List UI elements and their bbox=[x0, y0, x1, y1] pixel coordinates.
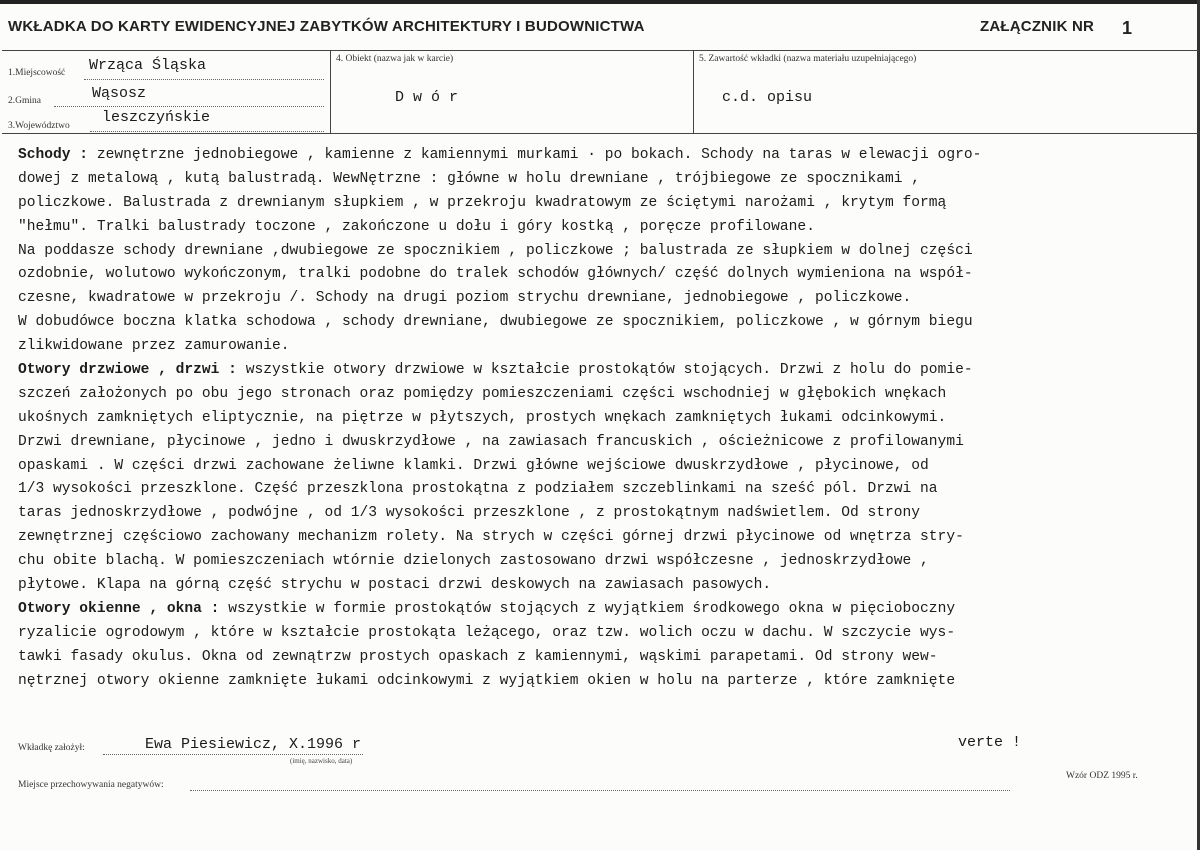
line-text: "hełmu". Tralki balustrady toczone , zakończone u dołu i góry kostką , poręcze profilowane. bbox=[18, 218, 815, 235]
line-text: zewnętrznej częściowo zachowany mechanizm rolety. Na strych w części górnej drzwi płycinowe od wnętrza stry- bbox=[18, 529, 964, 546]
line-text: nętrznej otwory okienne zamknięte łukami odcinkowymi z wyjątkiem okien w holu na parterze , które zamknięte bbox=[18, 672, 956, 689]
line-text: Na poddasze schody drewniane ,dwubiegowe ze spocznikiem , policzkowe ; balustrada ze słupkiem w dolnej części bbox=[18, 242, 973, 259]
description-line bbox=[18, 216, 1183, 240]
description-line bbox=[18, 574, 1183, 598]
attachment-label: ZAŁĄCZNIK NR bbox=[980, 18, 1095, 35]
line-text: ukośnych zamkniętych eliptycznie, na piętrze w płytszych, prostych wnękach zamkniętych łukami odcinkowymi. bbox=[18, 409, 947, 426]
commune-line bbox=[54, 106, 324, 107]
line-text: tawki fasady okulus. Okna od zewnątrzw prostych opaskach z kamiennymi, wąskimi parapetami. Od strony wew- bbox=[18, 648, 938, 665]
line-text: zewnętrzne jednobiegowe , kamienne z kamiennymi murkami · po bokach. Schody na taras w elewacji ogro- bbox=[88, 147, 982, 163]
storage-line bbox=[190, 790, 1010, 791]
description-line bbox=[18, 502, 1183, 526]
continuation-note: verte ! bbox=[958, 734, 1022, 751]
section-heading: Otwory drzwiowe , drzwi : bbox=[18, 362, 237, 379]
description-line bbox=[18, 383, 1183, 407]
description-line bbox=[18, 311, 1183, 335]
line-text: W dobudówce boczna klatka schodowa , schody drewniane, dwubiegowe ze spocznikiem, policzkowe , w górnym biegu bbox=[18, 314, 973, 331]
contents-label: 5. Zawartość wkładki (nazwa materiału uzupełniającego) bbox=[699, 54, 917, 64]
description-line bbox=[18, 335, 1183, 359]
form-template-id: Wzór ODZ 1995 r. bbox=[1066, 771, 1138, 781]
description-line bbox=[18, 192, 1183, 216]
line-text: dowej z metalową , kutą balustradą. WewNętrzne : główne w holu drewniane , trójbiegowe ze spocznikami , bbox=[18, 170, 921, 187]
description-line bbox=[18, 240, 1183, 264]
description-line bbox=[18, 670, 1183, 694]
description-line bbox=[18, 550, 1183, 574]
commune-value: Wąsosz bbox=[92, 85, 147, 102]
description-line bbox=[18, 646, 1183, 670]
location-value: Wrząca Śląska bbox=[89, 57, 207, 74]
description-line bbox=[18, 263, 1183, 287]
description-line bbox=[18, 478, 1183, 502]
province-line bbox=[90, 131, 324, 132]
province-label: 3.Województwo bbox=[8, 121, 70, 131]
line-text: płytowe. Klapa na górną część strychu w postaci drzwi deskowych na zawiasach pasowych. bbox=[18, 577, 772, 594]
line-text: taras jednoskrzydłowe , podwójne , od 1/3 wysokości przeszklone , z prostokątnym nadświetlem. Od strony bbox=[18, 505, 921, 522]
line-text: opaskami . W części drzwi zachowane żeliwne klamki. Drzwi główne wejściowe dwuskrzydłowe , płycinowe, od bbox=[18, 457, 929, 474]
description-line bbox=[18, 359, 1183, 383]
location-line bbox=[84, 79, 324, 80]
attachment-number: 1 bbox=[1122, 18, 1133, 38]
section-heading: Otwory okienne , okna : bbox=[18, 600, 220, 617]
description-line bbox=[18, 526, 1183, 550]
object-box bbox=[330, 50, 693, 134]
author-label: Wkładkę założył: bbox=[18, 743, 85, 753]
line-text: ozdobnie, wolutowo wykończonym, tralki podobne do tralek schodów głównych/ część dolnych wymieniona na współ- bbox=[18, 266, 973, 283]
line-text: czesne, kwadratowe w przekroju /. Schody na drugi poziom strychu drewniane, jednobiegowe , policzkowe. bbox=[18, 290, 912, 307]
section-heading: Schody : bbox=[18, 147, 89, 163]
object-label: 4. Obiekt (nazwa jak w karcie) bbox=[336, 54, 454, 64]
location-label: 1.Miejscowość bbox=[8, 68, 66, 78]
line-text: policzkowe. Balustrada z drewnianym słupkiem , w przekroju kwadratowym ze ściętymi narożami , krytym formą bbox=[18, 194, 947, 211]
contents-box bbox=[693, 50, 1199, 134]
line-text: zlikwidowane przez zamurowanie. bbox=[18, 338, 290, 355]
description-line bbox=[18, 455, 1183, 479]
line-text: 1/3 wysokości przeszklone. Część przeszklona prostokątna z podziałem szczeblinkami na sześć pól. Drzwi na bbox=[18, 481, 938, 498]
form-title: WKŁADKA DO KARTY EWIDENCYJNEJ ZABYTKÓW ARCHITEKTURY I BUDOWNICTWA bbox=[8, 18, 645, 35]
author-line bbox=[103, 754, 363, 755]
author-hint: (imię, nazwisko, data) bbox=[290, 757, 353, 765]
description-line bbox=[18, 431, 1183, 455]
line-text: wszystkie otwory drzwiowe w kształcie prostokątów stojących. Drzwi z holu do pomie- bbox=[236, 362, 973, 379]
object-value: D w ó r bbox=[395, 89, 459, 106]
province-value: leszczyńskie bbox=[102, 109, 211, 126]
line-text: ryzalicie ogrodowym , które w kształcie prostokąta leżącego, oraz tzw. wolich oczu w dachu. W szczycie wys- bbox=[18, 624, 956, 641]
description-line bbox=[18, 168, 1183, 192]
scan-top-edge bbox=[0, 0, 1200, 4]
description-body bbox=[18, 144, 1183, 693]
author-value: Ewa Piesiewicz, X.1996 r bbox=[145, 736, 362, 753]
storage-label: Miejsce przechowywania negatywów: bbox=[18, 780, 164, 790]
description-line bbox=[18, 598, 1183, 622]
line-text: wszystkie w formie prostokątów stojących z wyjątkiem środkowego okna w pięcioboczny bbox=[219, 600, 956, 617]
line-text: chu obite blachą. W pomieszczeniach wtórnie dzielonych zastosowano drzwi współczesne , jednoskrzydłowe , bbox=[18, 553, 929, 570]
description-line bbox=[18, 144, 1183, 168]
line-text: szczeń założonych po obu jego stronach oraz pomiędzy pomieszczeniami części wschodniej w głębokich wnękach bbox=[18, 385, 947, 402]
commune-label: 2.Gmina bbox=[8, 96, 41, 106]
contents-value: c.d. opisu bbox=[722, 89, 813, 106]
description-line bbox=[18, 622, 1183, 646]
description-line bbox=[18, 287, 1183, 311]
description-line bbox=[18, 407, 1183, 431]
line-text: Drzwi drewniane, płycinowe , jedno i dwuskrzydłowe , na zawiasach francuskich , ościeżnicowe z profilowanymi bbox=[18, 433, 964, 450]
location-box bbox=[2, 50, 330, 134]
